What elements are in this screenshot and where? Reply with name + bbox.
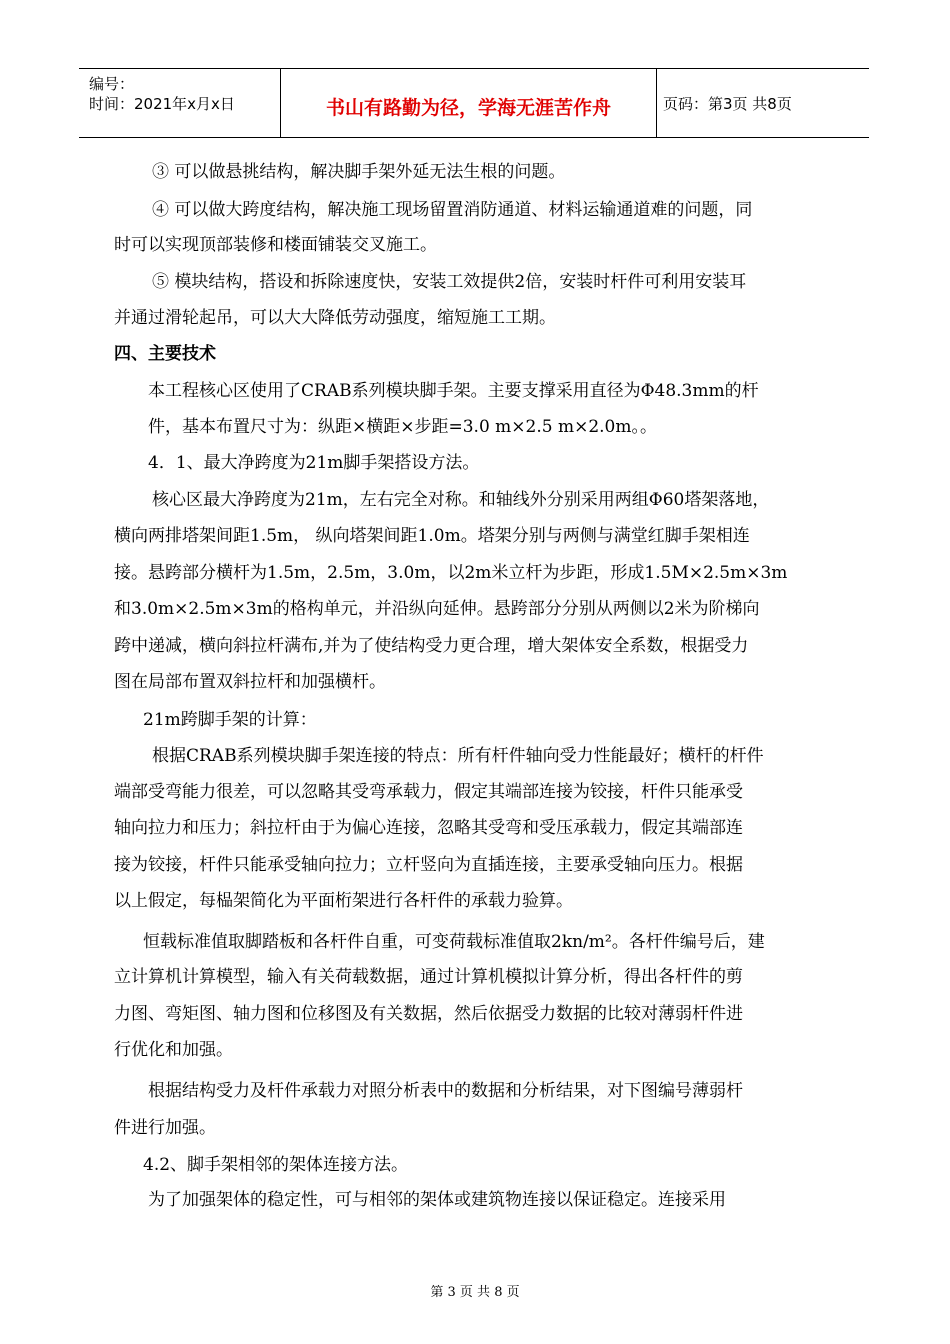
header-motto-cell bbox=[281, 69, 657, 137]
body-line: 力图、弯矩图、轴力图和位移图及有关数据，然后依据受力数据的比较对薄弱杆件进 bbox=[114, 1004, 743, 1024]
body-line: 跨中递减，横向斜拉杆满布,并为了使结构受力更合理，增大架体安全系数，根据受力 bbox=[114, 636, 749, 656]
page-header bbox=[79, 68, 869, 138]
body-line: 横向两排塔架间距1.5m， 纵向塔架间距1.0m。塔架分别与两侧与满堂红脚手架相连 bbox=[114, 526, 750, 546]
body-line: ③ 可以做悬挑结构，解决脚手架外延无法生根的问题。 bbox=[152, 162, 566, 182]
body-line: 核心区最大净跨度为21m，左右完全对称。和轴线外分别采用两组Φ60塔架落地， bbox=[152, 490, 770, 510]
body-line: 行优化和加强。 bbox=[114, 1040, 233, 1060]
body-line: 接为铰接，杆件只能承受轴向拉力；立杆竖向为直插连接，主要承受轴向压力。根据 bbox=[114, 855, 743, 875]
subsection-heading: 21m跨脚手架的计算： bbox=[143, 710, 317, 730]
body-line: 件进行加强。 bbox=[114, 1118, 216, 1138]
body-line: 时可以实现顶部装修和楼面铺装交叉施工。 bbox=[114, 235, 437, 255]
number-label: 编号： bbox=[89, 75, 135, 93]
body-line: ④ 可以做大跨度结构，解决施工现场留置消防通道、材料运输通道难的问题，同 bbox=[152, 200, 753, 220]
body-line: 本工程核心区使用了CRAB系列模块脚手架。主要支撑采用直径为Φ48.3mm的杆 bbox=[148, 381, 759, 401]
body-line: 图在局部布置双斜拉杆和加强横杆。 bbox=[114, 672, 386, 692]
subsection-heading: 4.2、脚手架相邻的架体连接方法。 bbox=[143, 1155, 409, 1175]
body-line: 立计算机计算模型，输入有关荷载数据，通过计算机模拟计算分析，得出各杆件的剪 bbox=[114, 967, 743, 987]
body-line: 根据结构受力及杆件承载力对照分析表中的数据和分析结果，对下图编号薄弱杆 bbox=[148, 1081, 743, 1101]
body-line: 轴向拉力和压力；斜拉杆由于为偏心连接，忽略其受弯和受压承载力，假定其端部连 bbox=[114, 818, 743, 838]
body-line: 恒载标准值取脚踏板和各杆件自重，可变荷载标准值取2kn/m²。各杆件编号后，建 bbox=[143, 932, 765, 952]
time-label: 时间：2021年x月x日 bbox=[89, 95, 235, 113]
page-footer: 第 3 页 共 8 页 bbox=[430, 1285, 520, 1300]
header-meta bbox=[79, 69, 281, 137]
body-line: 并通过滑轮起吊，可以大大降低劳动强度，缩短施工工期。 bbox=[114, 308, 556, 328]
subsection-heading: 4．1、最大净跨度为21m脚手架搭设方法。 bbox=[148, 453, 480, 473]
body-line: ⑤ 模块结构，搭设和拆除速度快，安装工效提供2倍，安装时杆件可利用安装耳 bbox=[152, 272, 747, 292]
body-line: 以上假定，每榀架简化为平面桁架进行各杆件的承载力验算。 bbox=[114, 891, 573, 911]
motto: 书山有路勤为径，学海无涯苦作舟 bbox=[325, 97, 611, 119]
body-line: 为了加强架体的稳定性，可与相邻的架体或建筑物连接以保证稳定。连接采用 bbox=[148, 1190, 726, 1210]
header-page-cell bbox=[657, 69, 869, 137]
page-code: 页码：第3页 共8页 bbox=[663, 95, 792, 113]
body-line: 接。悬跨部分横杆为1.5m，2.5m，3.0m，以2m米立杆为步距，形成1.5M×2.5m×3m bbox=[114, 563, 788, 583]
body-line: 和3.0m×2.5m×3m的格构单元，并沿纵向延伸。悬跨部分分别从两侧以2米为阶梯向 bbox=[114, 599, 760, 619]
body-line: 端部受弯能力很差，可以忽略其受弯承载力，假定其端部连接为铰接，杆件只能承受 bbox=[114, 782, 743, 802]
section-heading: 四、主要技术 bbox=[114, 344, 216, 364]
body-line: 件，基本布置尺寸为：纵距×横距×步距=3.0 m×2.5 m×2.0m。。 bbox=[148, 417, 657, 437]
body-line: 根据CRAB系列模块脚手架连接的特点：所有杆件轴向受力性能最好；横杆的杆件 bbox=[152, 746, 764, 766]
